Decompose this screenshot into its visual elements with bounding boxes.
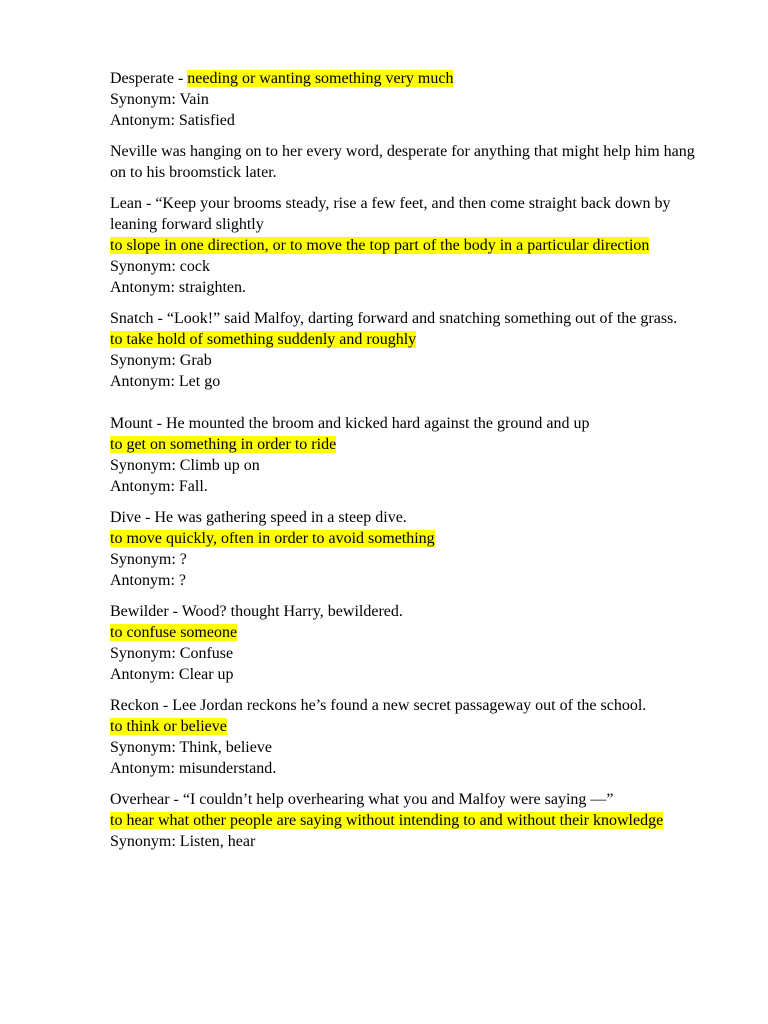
entry-antonym: Antonym: ?	[110, 572, 186, 589]
entry-antonym: Antonym: Clear up	[110, 666, 234, 683]
entry-heading: Lean - “Keep your brooms steady, rise a few feet, and then come straight back down by leaning forward slightly	[110, 195, 671, 233]
entry-definition-line	[110, 434, 710, 455]
entry-definition: to slope in one direction, or to move the top part of the body in a particular direction	[110, 237, 650, 254]
entry-overhear	[110, 789, 710, 852]
entry-word: Bewilder	[110, 603, 169, 620]
entry-definition: to confuse someone	[110, 624, 238, 641]
entry-heading: Snatch - “Look!” said Malfoy, darting forward and snatching something out of the grass.	[110, 310, 678, 327]
entry-dive	[110, 507, 710, 591]
entry-word: Mount	[110, 415, 153, 432]
entry-quote: “I couldn’t help overhearing what you and Malfoy were saying —”	[182, 791, 614, 808]
entry-synonym: Synonym: cock	[110, 258, 210, 275]
entry-quote: He mounted the broom and kicked hard against the ground and up	[166, 415, 590, 432]
entry-mount	[110, 413, 710, 497]
entry-word: Snatch	[110, 310, 154, 327]
entry-word: Overhear	[110, 791, 170, 808]
entry-definition-line	[110, 329, 710, 350]
entry-synonym: Synonym: Think, believe	[110, 739, 272, 756]
entry-reckon	[110, 695, 710, 779]
entry-heading: Desperate - needing or wanting something very much	[110, 70, 454, 87]
entry-definition-line	[110, 716, 710, 737]
entry-antonym: Antonym: Satisfied	[110, 112, 235, 129]
entry-quote: “Look!” said Malfoy, darting forward and snatching something out of the grass.	[166, 310, 678, 327]
entry-lean	[110, 193, 710, 298]
entry-bewilder	[110, 601, 710, 685]
entry-definition-line	[110, 810, 710, 831]
entry-definition: to take hold of something suddenly and roughly	[110, 331, 417, 348]
entry-heading: Mount - He mounted the broom and kicked hard against the ground and up	[110, 415, 590, 432]
entry-antonym: Antonym: misunderstand.	[110, 760, 277, 777]
entry-definition: to move quickly, often in order to avoid something	[110, 530, 435, 547]
vocabulary-document	[110, 68, 710, 862]
entry-desperate	[110, 68, 710, 131]
entry-snatch	[110, 308, 710, 392]
entry-quote: Lee Jordan reckons he’s found a new secret passageway out of the school.	[172, 697, 647, 714]
entry-definition-line	[110, 528, 710, 549]
entry-quote: Wood? thought Harry, bewildered.	[181, 603, 403, 620]
entry-heading: Overhear - “I couldn’t help overhearing what you and Malfoy were saying —”	[110, 791, 614, 808]
entry-definition: needing or wanting something very much	[187, 70, 454, 87]
entry-antonym: Antonym: Let go	[110, 373, 221, 390]
example-sentence	[110, 141, 710, 183]
entry-word: Reckon	[110, 697, 159, 714]
entry-word: Dive	[110, 509, 142, 526]
entry-quote: “Keep your brooms steady, rise a few feet, and then come straight back down by leaning forward slightly	[110, 195, 671, 233]
entry-word: Lean	[110, 195, 142, 212]
entry-quote: He was gathering speed in a steep dive.	[154, 509, 407, 526]
entry-synonym: Synonym: Vain	[110, 91, 209, 108]
entry-word: Desperate	[110, 70, 174, 87]
entry-heading: Dive - He was gathering speed in a steep dive.	[110, 509, 407, 526]
entry-definition: to think or believe	[110, 718, 227, 735]
entry-definition-line	[110, 235, 710, 256]
entry-heading: Reckon - Lee Jordan reckons he’s found a new secret passageway out of the school.	[110, 697, 647, 714]
entry-definition-line	[110, 622, 710, 643]
entry-definition: to hear what other people are saying without intending to and without their knowledge	[110, 812, 664, 829]
entry-antonym: Antonym: Fall.	[110, 478, 208, 495]
entry-synonym: Synonym: Listen, hear	[110, 833, 256, 850]
entry-synonym: Synonym: Confuse	[110, 645, 234, 662]
sentence-text: Neville was hanging on to her every word, desperate for anything that might help him hang on to his broomstick later.	[110, 143, 695, 181]
entry-synonym: Synonym: ?	[110, 551, 187, 568]
entry-synonym: Synonym: Grab	[110, 352, 212, 369]
entry-heading: Bewilder - Wood? thought Harry, bewildered.	[110, 603, 403, 620]
entry-synonym: Synonym: Climb up on	[110, 457, 260, 474]
entry-definition: to get on something in order to ride	[110, 436, 337, 453]
entry-antonym: Antonym: straighten.	[110, 279, 246, 296]
